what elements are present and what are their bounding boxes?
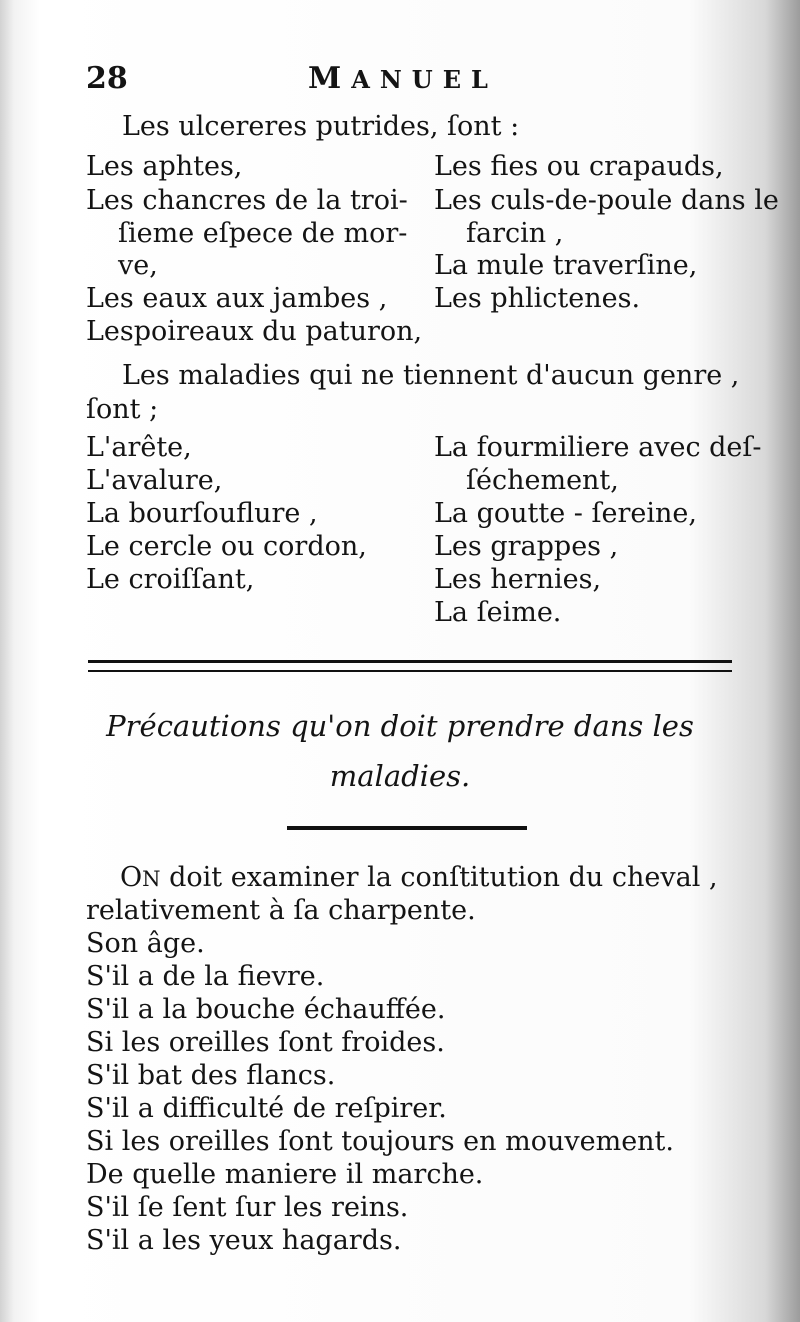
- body-line: De quelle maniere il marche.: [86, 1159, 484, 1190]
- section1-left-item: ve,: [118, 250, 158, 281]
- drop-initial: O: [120, 862, 143, 893]
- body-line: Si les oreilles ſont toujours en mouvement.: [86, 1126, 674, 1157]
- body-line: S'il a la bouche échauffée.: [86, 994, 446, 1025]
- section1-right-item: La mule traverſine,: [434, 250, 698, 281]
- page-number: 28: [86, 61, 128, 96]
- body-line: S'il a les yeux hagards.: [86, 1225, 402, 1256]
- section2-left-item: L'arête,: [86, 432, 192, 463]
- double-rule-top: [88, 660, 732, 663]
- running-title-initial: M: [308, 61, 352, 96]
- section2-right-item: Les hernies,: [434, 564, 602, 595]
- section2-left-item: L'avalure,: [86, 465, 223, 496]
- section2-left-item: Le cercle ou cordon,: [86, 531, 367, 562]
- section2-left-item: La bourſouflure ,: [86, 498, 318, 529]
- section1-left-item: Les eaux aux jambes ,: [86, 283, 388, 314]
- section2-right-item: La ſeime.: [434, 597, 562, 628]
- running-title: [308, 61, 498, 96]
- section1-right-item: farcin ,: [466, 218, 564, 249]
- section1-left-item: Les chancres de la troi-: [86, 185, 408, 216]
- section2-intro: Les maladies qui ne tiennent d'aucun genre ,: [122, 360, 740, 391]
- double-rule-bottom: [88, 670, 732, 672]
- body-line: S'il a difficulté de reſpirer.: [86, 1093, 447, 1124]
- body-line: Son âge.: [86, 928, 205, 959]
- section2-right-item: La fourmiliere avec deſ-: [434, 432, 762, 463]
- section1-right-item: Les fies ou crapauds,: [434, 151, 724, 182]
- section2-intro-cont: ſont ;: [86, 394, 159, 425]
- body-line: S'il ſe ſent ſur les reins.: [86, 1192, 409, 1223]
- section2-left-item: Le croiſſant,: [86, 564, 255, 595]
- section2-right-item: La goutte - ſereine,: [434, 498, 697, 529]
- section1-left-item: ſieme eſpece de mor-: [118, 218, 408, 249]
- section1-right-item: Les phlictenes.: [434, 283, 641, 314]
- section1-left-item: Lespoireaux du paturon,: [86, 316, 423, 347]
- body-line: S'il bat des flancs.: [86, 1060, 336, 1091]
- section-heading-line1: Précautions qu'on doit prendre dans les: [106, 709, 694, 743]
- section1-intro: Les ulcereres putrides, ſont :: [122, 111, 520, 142]
- small-cap: N: [142, 867, 161, 891]
- body-line: Si les oreilles ſont froides.: [86, 1027, 445, 1058]
- body-first-line: [120, 864, 718, 891]
- section2-right-item: ſéchement,: [466, 465, 619, 496]
- section2-right-item: Les grappes ,: [434, 531, 619, 562]
- section1-left-item: Les aphtes,: [86, 151, 243, 182]
- short-rule: [287, 826, 527, 830]
- first-line-text: doit examiner la conſtitution du cheval ,: [169, 862, 718, 893]
- section-heading-line2: maladies.: [329, 759, 471, 793]
- running-title-rest: ANUEL: [351, 65, 498, 94]
- section1-right-item: Les culs-de-poule dans le: [434, 185, 779, 216]
- body-line: S'il a de la fievre.: [86, 961, 325, 992]
- body-line: relativement à ſa charpente.: [86, 895, 476, 926]
